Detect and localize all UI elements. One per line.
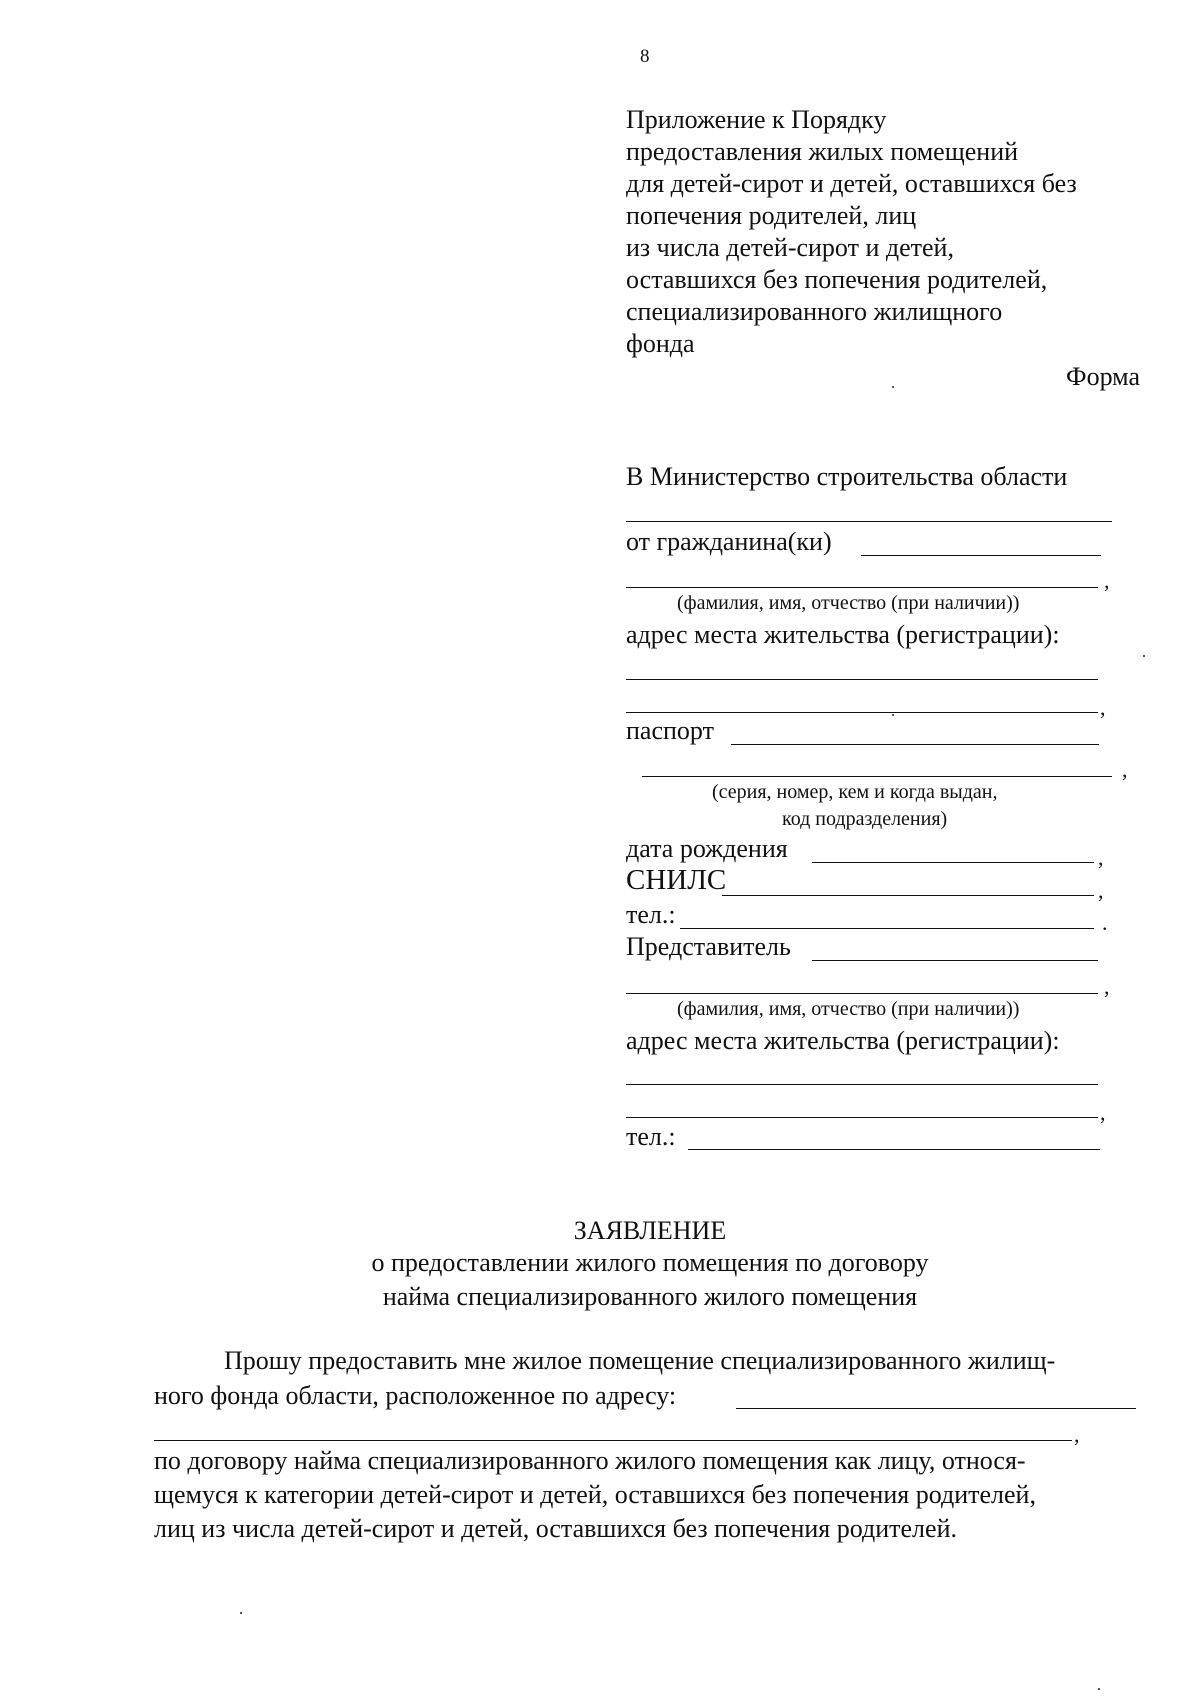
appendix-line: из числа детей-сирот и детей, [626, 233, 954, 262]
representative-field-line[interactable] [812, 960, 1098, 961]
appendix-line: Приложение к Порядку [626, 105, 887, 134]
appendix-line: оставшихся без попечения родителей, [626, 265, 1048, 294]
comma: , [1122, 757, 1128, 782]
address-line-2[interactable] [626, 712, 1098, 713]
representative-fio-line[interactable] [626, 993, 1098, 994]
comma: , [1098, 845, 1104, 870]
appendix-block [626, 104, 1146, 360]
comma: , [1074, 1422, 1080, 1447]
comma: , [1104, 568, 1110, 593]
passport-hint-2: код подразделения) [782, 808, 948, 830]
appendix-line: для детей-сирот и детей, оставшихся без [626, 169, 1077, 198]
address-label: адрес места жительства (регистрации): [626, 620, 1060, 649]
page-number: 8 [640, 46, 650, 67]
housing-address-line[interactable] [736, 1408, 1136, 1409]
representative-label: Представитель [626, 932, 791, 961]
statement-subtitle-1: о предоставлении жилого помещения по договору [371, 1248, 929, 1277]
representative-phone-line[interactable] [688, 1149, 1100, 1150]
category-line: лиц из числа детей-сирот и детей, оставшихся без попечения родителей. [154, 1514, 957, 1543]
from-label: от гражданина(ки) [626, 527, 832, 556]
statement-title: ЗАЯВЛЕНИЕ [573, 1216, 727, 1245]
phone-field-line[interactable] [680, 928, 1094, 929]
category-paragraph [154, 1444, 1144, 1546]
snils-field-line[interactable] [722, 895, 1094, 896]
representative-address-line-2[interactable] [626, 1117, 1098, 1118]
representative-address-label: адрес места жительства (регистрации): [626, 1026, 1060, 1055]
form-label: Форма [1066, 362, 1140, 391]
statement-subtitle-2: найма специализированного жилого помещения [382, 1282, 918, 1311]
passport-hint-1: (серия, номер, кем и когда выдан, [712, 781, 998, 803]
scan-speck [240, 1612, 242, 1614]
appendix-line: фонда [626, 329, 695, 358]
birth-label: дата рождения [626, 834, 788, 863]
fio-hint: (фамилия, имя, отчество (при наличии)) [677, 592, 1020, 614]
request-paragraph: Прошу предоставить мне жилое помещение специализированного жилищ- [224, 1346, 1056, 1375]
request-paragraph-line-2: ного фонда области, расположенное по адресу: [154, 1381, 677, 1410]
passport-field-line-2[interactable] [642, 776, 1112, 777]
appendix-line: попечения родителей, лиц [626, 201, 917, 230]
comma: , [1098, 878, 1104, 903]
comma: , [1100, 1100, 1106, 1125]
scan-speck [892, 386, 894, 388]
scan-speck [1143, 655, 1145, 657]
period: . [1102, 910, 1108, 935]
representative-fio-hint: (фамилия, имя, отчество (при наличии)) [677, 998, 1020, 1020]
address-line-1[interactable] [626, 679, 1098, 680]
birth-field-line[interactable] [812, 862, 1094, 863]
representative-address-line-1[interactable] [626, 1084, 1098, 1085]
representative-phone-label: тел.: [626, 1122, 676, 1151]
appendix-line: предоставления жилых помещений [626, 137, 1019, 166]
fio-field-line[interactable] [626, 587, 1098, 588]
from-field-line[interactable] [861, 555, 1101, 556]
scan-speck [892, 714, 894, 716]
housing-address-line-2[interactable] [154, 1440, 1072, 1441]
phone-label: тел.: [626, 900, 676, 929]
comma: , [1104, 974, 1110, 999]
appendix-line: специализированного жилищного [626, 297, 1003, 326]
passport-label: паспорт [626, 716, 714, 745]
addressee: В Министерство строительства области [626, 462, 1068, 491]
addressee-line[interactable] [626, 521, 1112, 522]
category-line: по договору найма специализированного жилого помещения как лицу, относя- [154, 1446, 1026, 1475]
comma: , [1100, 695, 1106, 720]
snils-label: СНИЛС [626, 864, 727, 896]
category-line: щемуся к категории детей-сирот и детей, оставшихся без попечения родителей, [154, 1480, 1036, 1509]
passport-field-line[interactable] [731, 744, 1099, 745]
scan-speck [1098, 1688, 1100, 1690]
